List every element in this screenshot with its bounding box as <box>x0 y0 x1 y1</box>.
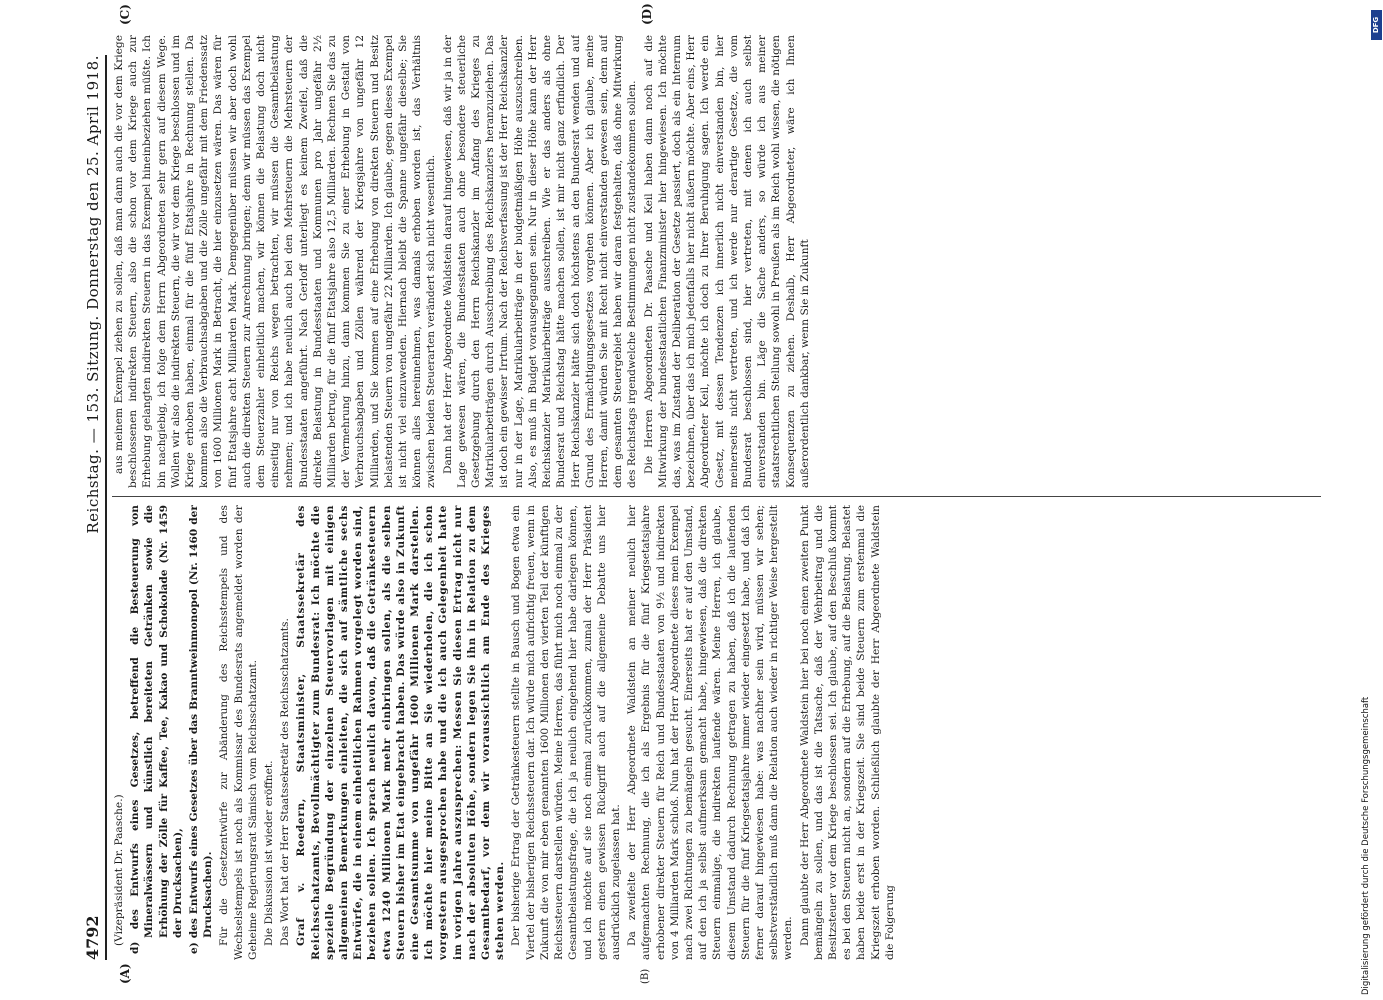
margin-mark-c: (C) <box>118 4 132 25</box>
left-column-paragraph: Dann glaubte der Herr Abgeordnete Waldstein hier bei noch einen zweiten Punkt bemängeln zu sollen, und das ist die Tatsache, daß der Wehrbeitrag und die Besitzsteuer vor dem Kriege beschlossen sei. Ich glaube, auf den Beschluß kommt es bei den Steuern nicht an, sondern auf die Erhebung, auf die Belastung. Belastet haben beide erst in der Kriegszeit. Sie sind beide Steuern zum erstenmal die Kriegszeit erhoben worden. Schließlich glaubte der Herr Abgeordnete Waldstein die Folgerung <box>798 505 896 960</box>
digitization-credit <box>1355 0 1383 1000</box>
column-divider <box>112 496 1321 497</box>
page-number: 4792 <box>83 915 102 960</box>
left-column-paragraph: Der bisherige Ertrag der Getränkesteuern stellte in Bausch und Bogen etwa ein Viertel der bisherigen Reichssteuern dar. Ich würde mich aufrichtig freuen, wenn in Zukunft die von mir eben genannten 1600 Millionen den vierten Teil der künftigen Reichssteuern darstellen würden. Meine Herren, das führt mich noch einmal zu der Gesamtbelastungsfrage, die ich ja neulich eingehend hier habe darlegen können, und ich möchte auf sie noch einmal zurückkommen, zumal der Herr Präsident gestern einen gewissen Rückgriff auch auf die allgemeine Debatte uns hier ausdrücklich zugelassen hat. <box>510 505 622 960</box>
margin-mark-d: (D) <box>640 3 654 25</box>
left-column-paragraph: e) des Entwurfs eines Gesetzes über das Branntweinmonopol (Nr. 1460 der Drucksachen). <box>188 505 215 954</box>
left-column-paragraph: (Vizepräsident Dr. Paasche.) <box>113 794 125 946</box>
dfg-logo-icon <box>1371 10 1382 40</box>
right-column <box>112 35 1321 488</box>
right-column-paragraph: Dann hat der Herr Abgeordnete Waldstein darauf hingewiesen, daß wir ja in der Lage gewesen wären, die Bundesstaaten auch ohne besondere steuerliche Gesetzgebung durch den Herrn Reichskanzler im Anfang des Krieges zu Matrikularbeiträgen durch Ausschreibung des Reichskanzlers heranzuziehen. Das ist doch ein gewisser Irrtum. Nach der Reichsverfassung ist der Herr Reichskanzler nur in der Lage, Matrikularbeiträge in der budgetmäßigen Höhe auszuschreiben. Also, es muß im Budget vorausgegangen sein. Nur in dieser Höhe kann der Herr Reichskanzler Matrikularbeiträge ausschreiben. Wie er das anders als ohne Bundesrat und Reichstag hätte machen sollen, ist mir nicht ganz erfindlich. Der Herr Reichskanzler hätte sich doch höchstens an den Bundesrat wenden und auf Grund des Ermächtigungsgesetzes vorgehen können. Aber ich glaube, meine Herren, damit würden Sie mit Recht nicht einverstanden gewesen sein, denn auf dem gesamten Steuergebiet haben wir daran festgehalten, daß ohne Mitwirkung des Reichstags irgendwelche Bestimmungen nicht zustandekommen sollen. <box>441 35 639 488</box>
left-column-paragraph: Da zweifelte der Herr Abgeordnete Waldstein an meiner neulich hier aufgemachten Rechnung, die ich als Ergebnis für die fünf Kriegsetatsjahre erhobener direkter Steuern für Reich und Bundesstaaten von 9½ und indirekten von 4 Milliarden Mark schloß. Nun hat der Herr Abgeordnete dieses mein Exempel nach zwei Richtungen zu bemängeln gesucht. Einerseits hat er auf den Umstand, auf den ich ja selbst aufmerksam gemacht habe, hingewiesen, daß die direkten Steuern einmalige, die indirekten laufende wären. Meine Herren, ich glaube, diesem Umstand dadurch Rechnung getragen zu haben, daß ich die laufenden Steuern für die fünf Kriegsetatsjahre immer wieder eingesetzt habe, und daß ich ferner darauf hingewiesen habe: was nachher sein wird, müssen wir sehen; selbstverständlich muß dann die Relation auch wieder in richtiger Weise hergestellt werden. <box>626 505 795 960</box>
margin-mark-a: (A) <box>118 963 132 984</box>
left-column-paragraph: Graf v. Roedern, Staatsminister, Staatssekretär des Reichsschatzamts, Bevollmächtigter zum Bundesrat: Ich möchte die spezielle Begründung der einzelnen Steuervorlagen mit einigen allgemeinen Bemerkungen einleiten, die sich auf sämtliche sechs Entwürfe, die in einem einheitlichen Rahmen vorgelegt worden sind, beziehen sollen. Ich sprach neulich davon, daß die Getränkesteuern etwa 1240 Millionen Mark mehr einbringen sollen, als die selben Steuern bisher im Etat eingebracht haben. Das würde also in Zukunft eine Gesamtsumme von ungefähr 1600 Millionen Mark darstellen. Ich möchte hier meine Bitte an Sie wiederholen, die ich schon vorgestern ausgesprochen habe und die ich auch Gelegenheit hatte im vorigen Jahre auszusprechen: Messen Sie diesen Ertrag nicht nur nach der absoluten Höhe, sondern legen Sie ihn in Relation zu dem Gesamtbedarf, vor dem wir voraussichtlich am Ende des Krieges stehen werden. <box>295 505 507 960</box>
left-column-paragraph: Das Wort hat der Herr Staatssekretär des Reichsschatzamts. <box>279 618 292 946</box>
right-column-paragraph: Die Herren Abgeordneten Dr. Paasche und Keil haben dann noch auf die Mitwirkung der bundesstaatlichen Finanzminister hier hingewiesen. Ich möchte das, was im Zustand der Deliberation der Gesetze passiert, doch als ein Internum bezeichnen, über das ich mich jedenfalls hier nicht äußern möchte. Aber eins, Herr Abgeordneter Keil, möchte ich doch zu Ihrer Beruhigung sagen. Ich werde ein Gesetz, mit dessen Tendenzen ich innerlich nicht einverstanden bin, hier meinerseits nicht vertreten, und ich werde nur derartige Gesetze, die vom Bundesrat beschlossen sind, hier vertreten, mit denen ich auch selbst einverstanden bin. Läge die Sache anders, so würde ich aus meiner staatsrechtlichen Stellung sowohl in Preußen als im Reich wohl wissen, die nötigen Konsequenzen zu ziehen. Deshalb, Herr Abgeordneter, wäre ich Ihnen außerordentlich dankbar, wenn Sie in Zukunft <box>642 35 811 488</box>
left-column <box>112 505 1321 960</box>
page-title: Reichstag. — 153. Sitzung. Donnerstag den 25. April 1918. <box>84 55 102 534</box>
page-header <box>62 55 107 960</box>
left-column-paragraph: Die Diskussion ist wieder eröffnet. <box>263 760 276 946</box>
left-column-paragraph: Für die Gesetzentwürfe zur Abänderung des Reichsstempels und des Wechselstempels ist noch als Kommissar des Bundesrats angemeldet worden der Geheime Regierungsrat Sämisch vom Reichsschatzamt. <box>218 505 259 960</box>
left-column-paragraph: d) des Entwurfs eines Gesetzes, betreffend die Besteuerung von Mineralwässern und künstlich bereiteten Getränken sowie die Erhöhung der Zölle für Kaffee, Tee, Kakao und Schokolade (Nr. 1459 der Drucksachen), <box>129 505 184 954</box>
credit-text: Digitalisierung gefördert durch die Deutsche Forschungsgemeinschaft <box>1361 696 1371 995</box>
margin-mark-b: (B) <box>640 968 651 984</box>
dfg-logo-text: DFG <box>1372 16 1381 34</box>
right-column-paragraph: aus meinem Exempel ziehen zu sollen, daß man dann auch die vor dem Kriege beschlossenen indirekten Steuern, also die schon vor dem Kriege auch zur Erhebung gelangten indirekten Steuern in das Exempel hineinbeziehen müßte. Ich bin nachgiebig, ich folge dem Herrn Abgeordneten sehr gern auf diesem Wege. Wollen wir also die indirekten Steuern, die wir vor dem Kriege beschlossen und im Kriege erhoben haben, einmal für die fünf Etatsjahre in Rechnung stellen. Da kommen also die Verbrauchsabgaben und die Zölle ungefähr mit dem Friedenssatz von 1600 Millionen Mark in Betracht, die hier einzusetzen wären. Das wären für fünf Etatsjahre acht Milliarden Mark. Demgegenüber müssen wir aber doch wohl auch die direkten Steuern zur Anrechnung bringen; denn wir müssen das Exempel dem Steuerzahler einheitlich machen, wir können die Belastung doch nicht einseitig nur von Reichs wegen betrachten, wir müssen die Gesamtbelastung nehmen; und ich habe neulich auch bei den Mehrsteuern die Mehrsteuern der Bundesstaaten angeführt. Nach Gerloff unterliegt es keinem Zweifel, daß die direkte Belastung in Bundesstaaten und Kommunen pro Jahr ungefähr 2½ Milliarden betrug, für die fünf Etatsjahre also 12,5 Milliarden. Rechnen Sie das zu der Vermehrung hinzu, dann kommen Sie zu einer Erhebung in Gestalt von Verbrauchsabgaben und Zöllen während der Kriegsjahre von ungefähr 12 Milliarden, und Sie kommen auf eine Erhebung von direkten Steuern und Besitz belastenden Steuern von ungefähr 22 Milliarden. Ich glaube, gegen dieses Exempel ist nicht viel einzuwenden. Hiernach bleibt die Spanne ungefähr dieselbe; Sie können alles hereinnehmen, was damals erhoben worden ist, das Verhältnis zwischen beiden Steuerarten verändert sich nicht wesentlich. <box>113 35 438 488</box>
